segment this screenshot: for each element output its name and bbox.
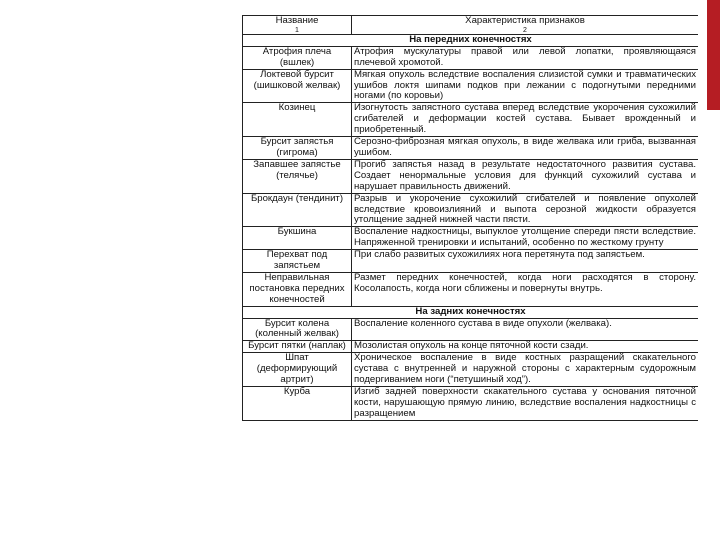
trait-description: Изгиб задней поверхности скакательного сустава у основания пяточной кости, нарушающую прямую линию, вследствие воспаления надкостницы с разращением (352, 387, 699, 421)
header-characteristics-label: Характеристика признаков (465, 15, 585, 26)
trait-description: Размет передних конечностей, когда ноги расходятся в сторону. Косолапость, когда ноги сближены и повернуты внутрь. (352, 272, 699, 306)
trait-name: Неправильная постановка передних конечностей (243, 272, 352, 306)
trait-description: Атрофия мускулатуры правой или левой лопатки, проявляющаяся плечевой хромотой. (352, 46, 699, 69)
trait-description: Хроническое воспаление в виде костных разращений скакательного сустава с внутренней и наружной стороны с характерным судорожным подергиванием ноги (“петушиный ход”). (352, 353, 699, 387)
section-title-hind: На задних конечностях (243, 306, 699, 318)
table-row (243, 341, 699, 353)
trait-name: Бурсит запястья (гигрома) (243, 137, 352, 160)
red-accent-bar (707, 0, 720, 110)
trait-name: Локтевой бурсит (шишковой желвак) (243, 69, 352, 103)
trait-description: Разрыв и укорочение сухожилий сгибателей и появление опухолей вследствие кровоизлияний и выпота серозной жидкости образуется утолщение задней нижней части пясти. (352, 193, 699, 227)
trait-name: Курба (243, 387, 352, 421)
trait-name: Брокдаун (тендинит) (243, 193, 352, 227)
trait-description: При слабо развитых сухожилиях нога перетянута под запястьем. (352, 250, 699, 273)
header-characteristics-number: 2 (523, 26, 527, 34)
table-row (243, 159, 699, 193)
table-row (243, 318, 699, 341)
trait-description: Мозолистая опухоль на конце пяточной кости сзади. (352, 341, 699, 353)
table-row (243, 193, 699, 227)
table-row (243, 137, 699, 160)
trait-name: Перехват под запястьем (243, 250, 352, 273)
table-row (243, 353, 699, 387)
trait-name: Козинец (243, 103, 352, 137)
table-row (243, 387, 699, 421)
table-row (243, 227, 699, 250)
section-row-front (243, 34, 699, 46)
trait-description: Изогнутость запястного сустава вперед вследствие укорочения сухожилий сгибателей и деформации костей сустава. Бывает врожденный и приобретенный. (352, 103, 699, 137)
header-name (243, 16, 352, 35)
trait-name: Атрофия плеча (вшлек) (243, 46, 352, 69)
trait-name: Букшина (243, 227, 352, 250)
trait-description: Прогиб запястья назад в результате недостаточного развития сустава. Создает ненормальные условия для функций сухожилий сустава и нарушает правильность движений. (352, 159, 699, 193)
header-name-label: Название (275, 15, 319, 26)
trait-name: Шпат (деформирующий артрит) (243, 353, 352, 387)
trait-description: Серозно-фиброзная мягкая опухоль, в виде желвака или гриба, вызванная ушибом. (352, 137, 699, 160)
characteristics-table (242, 15, 698, 421)
section-title-front: На передних конечностях (243, 34, 699, 46)
table-row (243, 103, 699, 137)
trait-description: Воспаление коленного сустава в виде опухоли (желвака). (352, 318, 699, 341)
section-row-hind (243, 306, 699, 318)
table-row (243, 46, 699, 69)
table-row (243, 69, 699, 103)
document-page (242, 15, 698, 539)
table-header-row (243, 16, 699, 35)
trait-description: Мягкая опухоль вследствие воспаления слизистой сумки и травматических ушибов локтя шипами подков при лежании с подогнутыми передними ногами (по коровьи) (352, 69, 699, 103)
header-name-number: 1 (295, 26, 299, 34)
trait-name: Бурсит колена (коленный желвак) (243, 318, 352, 341)
table-row (243, 250, 699, 273)
trait-description: Воспаление надкостницы, выпуклое утолщение спереди пясти вследствие. Напряженной тренировки и испытаний, особенно по жесткому грунту (352, 227, 699, 250)
trait-name: Запавшее запястье (телячье) (243, 159, 352, 193)
trait-name: Бурсит пятки (наплак) (243, 341, 352, 353)
table-row (243, 272, 699, 306)
header-characteristics (352, 16, 699, 35)
